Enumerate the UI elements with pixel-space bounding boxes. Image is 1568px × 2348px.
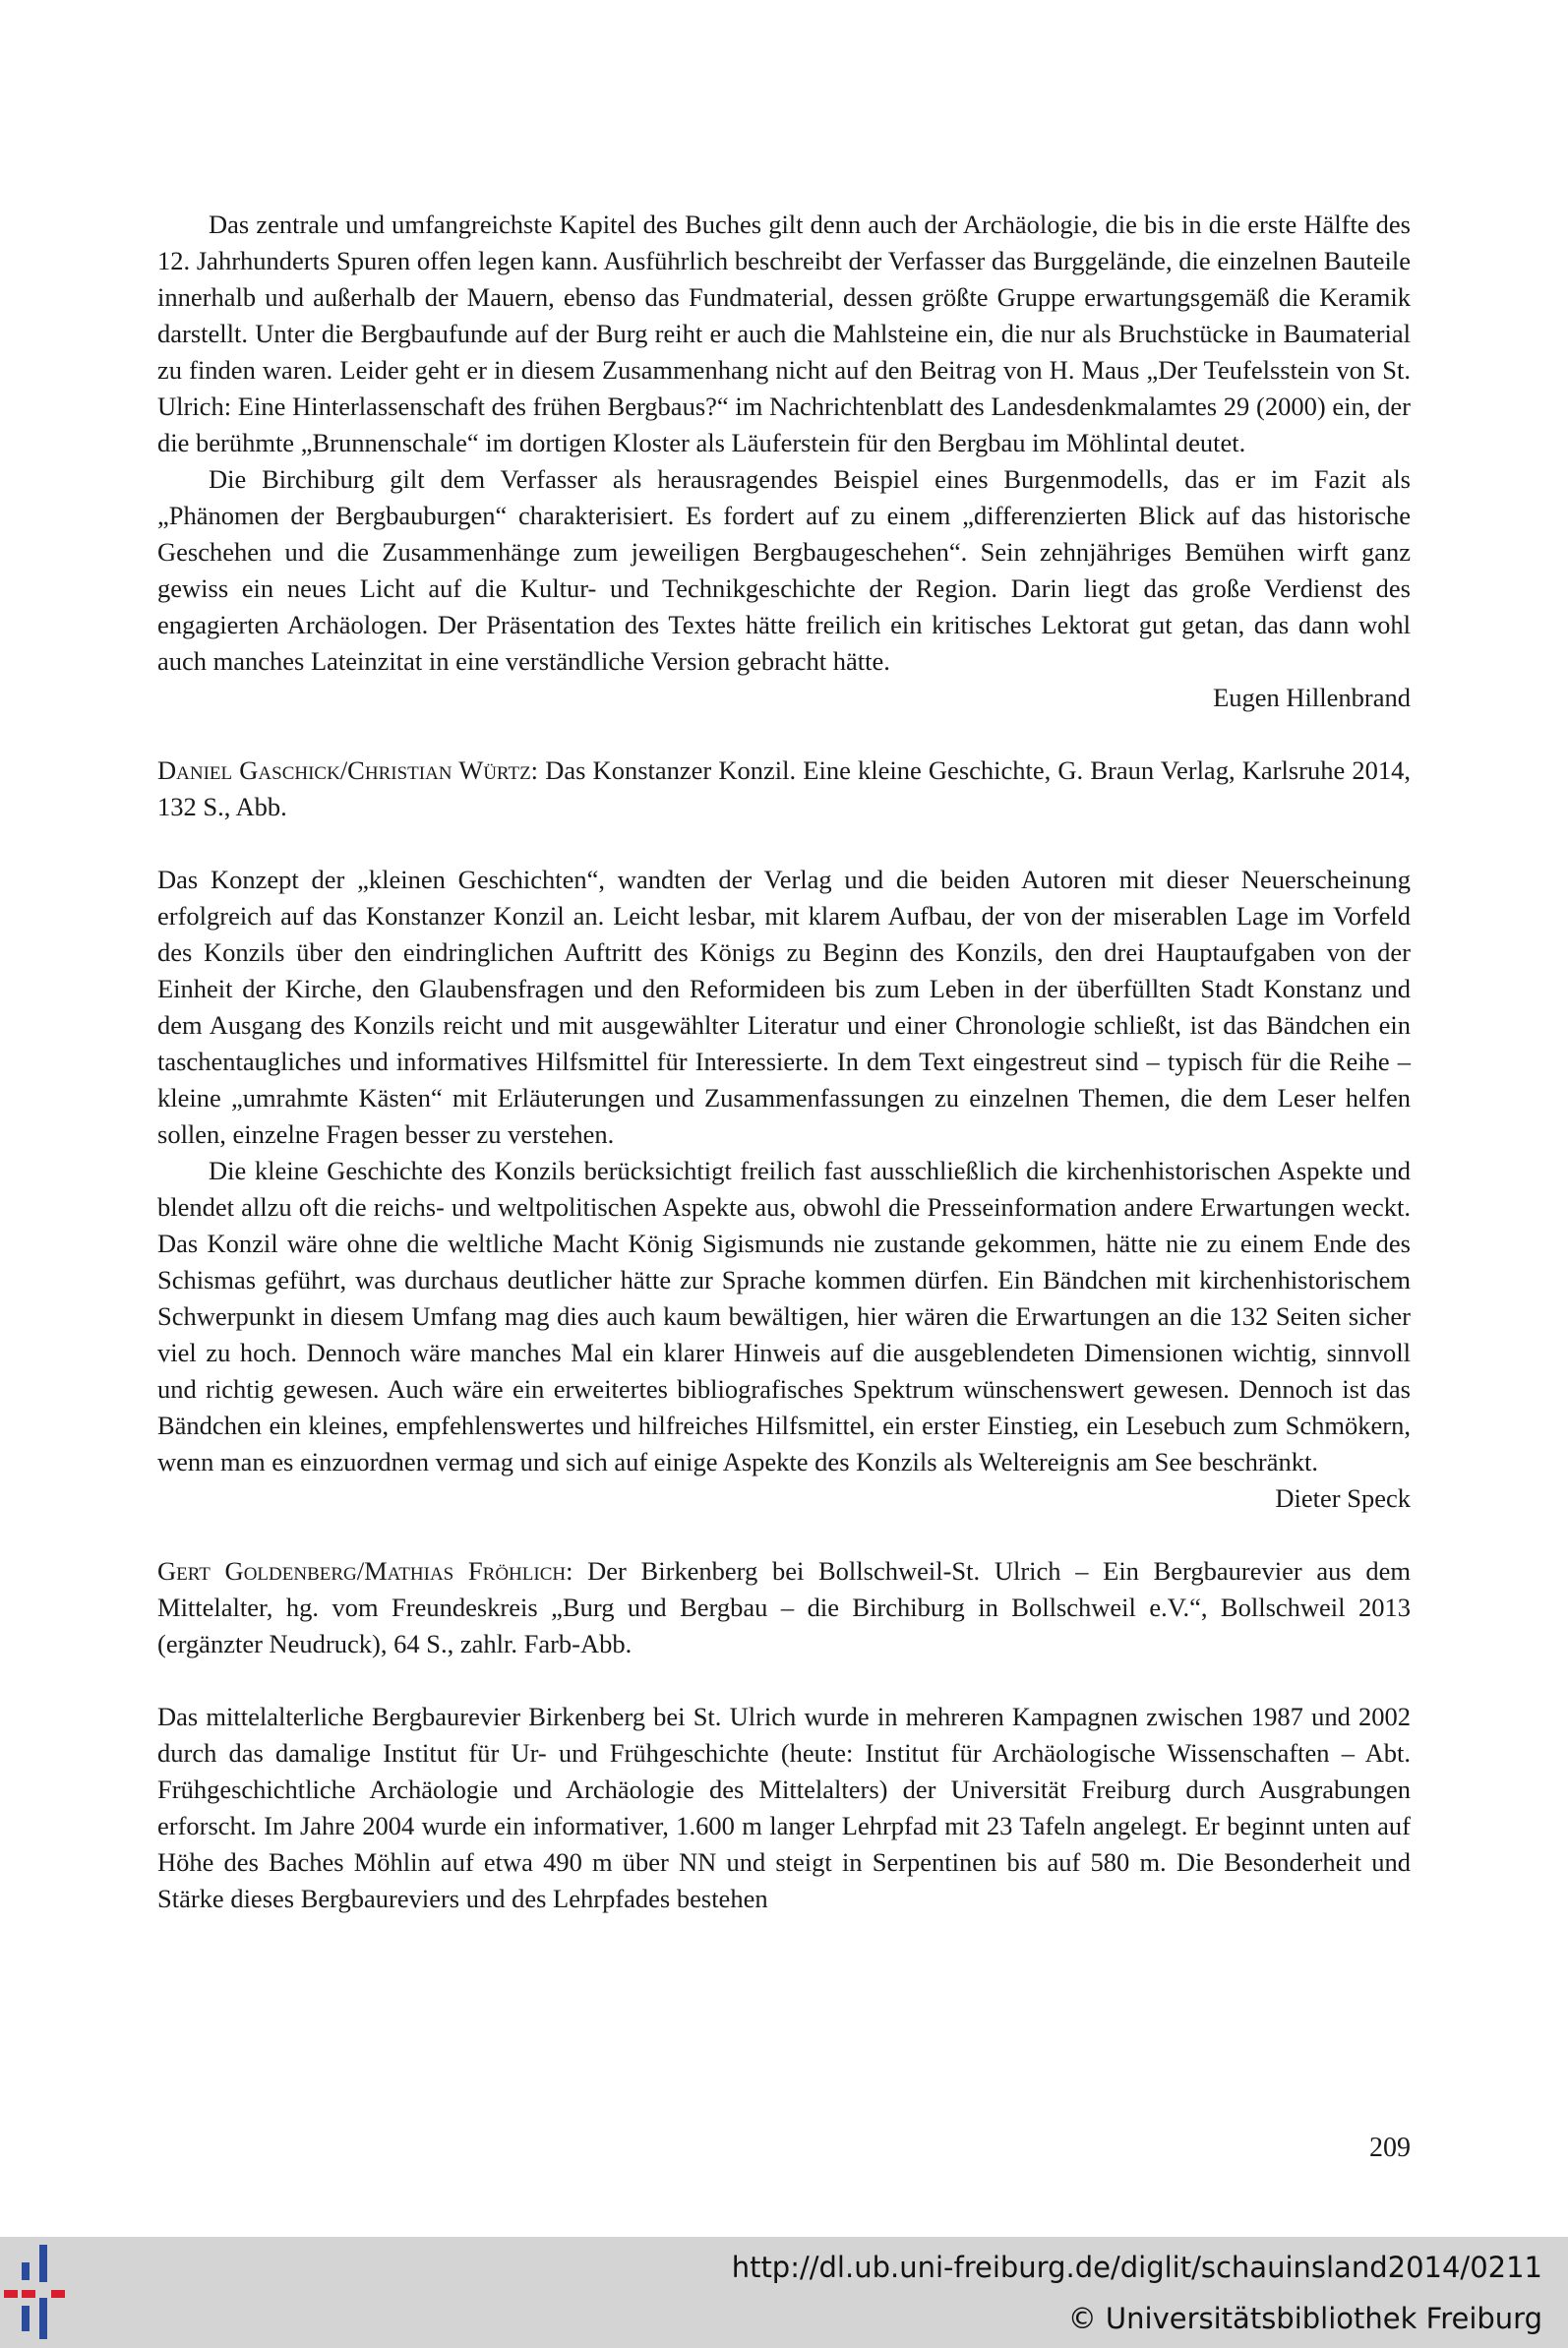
footer-bar bbox=[0, 2237, 1568, 2348]
review3-authors: Gert Goldenberg/Mathias Fröhlich bbox=[157, 1556, 567, 1586]
review2-signature: Dieter Speck bbox=[1275, 1483, 1411, 1513]
review3-heading bbox=[157, 1553, 1411, 1662]
review2-paragraph-1: Das Konzept der „kleinen Geschichten“, wandten der Verlag und die beiden Autoren mit dieser Neuerscheinung erfolgreich auf das Konstanzer Konzil an. Leicht lesbar, mit klarem Aufbau, der von der miserablen Lage im Vorfeld des Konzils über den eindringlichen Auftritt des Königs zu Beginn des Konzils, den drei Hauptaufgaben von der Einheit der Kirche, den Glaubensfragen und den Reformideen bis zum Leben in der überfüllten Stadt Konstanz und dem Ausgang des Konzils reicht und mit ausgewählter Literatur und einer Chronologie schließt, ist das Bändchen ein taschentaugliches und informatives Hilfsmittel für Interessierte. In dem Text eingestreut sind – typisch für die Reihe – kleine „umrahmte Kästen“ mit Erläuterungen und Zusammenfassungen zu einzelnen Themen, die dem Leser helfen sollen, einzelne Fragen besser zu verstehen. bbox=[157, 865, 1411, 1149]
review2-citation: : Das Konstanzer Konzil. Eine kleine Geschichte, G. Braun Verlag, Karlsruhe 2014, 132 S., Abb. bbox=[157, 755, 1411, 821]
review2-heading bbox=[157, 753, 1411, 825]
review3-citation: : Der Birkenberg bei Bollschweil-St. Ulrich – Ein Bergbaurevier aus dem Mittelalter, hg. vom Freundeskreis „Burg und Bergbau – die Birchiburg in Bollschweil e.V.“, Bollschweil 2013 (ergänzter Neudruck), 64 S., zahlr. Farb-Abb. bbox=[157, 1556, 1412, 1658]
page-number: 209 bbox=[1369, 2133, 1411, 2163]
review3-paragraph-1: Das mittelalterliche Bergbaurevier Birkenberg bei St. Ulrich wurde in mehreren Kampagnen zwischen 1987 und 2002 durch das damalige Institut für Ur- und Frühgeschichte (heute: Institut für Archäologische Wissenschaften – Abt. Frühgeschichtliche Archäologie und Archäologie des Mittelalters) der Universität Freiburg durch Ausgrabungen erforscht. Im Jahre 2004 wurde ein informativer, 1.600 m langer Lehrpfad mit 23 Tafeln angelegt. Er beginnt unten auf Höhe des Baches Möhlin auf etwa 490 m über NN und steigt in Serpentinen bis auf 580 m. Die Besonderheit und Stärke dieses Bergbaureviers und des Lehrpfades bestehen bbox=[157, 1702, 1411, 1913]
page-body bbox=[157, 207, 1411, 1917]
document-url-link[interactable]: http://dl.ub.uni-freiburg.de/diglit/schauinsland2014/0211 bbox=[731, 2251, 1542, 2284]
review1-paragraph-2: Die Birchiburg gilt dem Verfasser als herausragendes Beispiel eines Burgenmodells, das er im Fazit als „Phänomen der Bergbauburgen“ charakterisiert. Es fordert auf zu einem „differenzierten Blick auf das historische Geschehen und die Zusammenhänge zum jeweiligen Bergbaugeschehen“. Sein zehnjähriges Bemühen wirft ganz gewiss ein neues Licht auf die Kultur- und Technikgeschichte der Region. Darin liegt das große Verdienst des engagierten Archäologen. Der Präsentation des Textes hätte freilich ein kritisches Lektorat gut getan, das dann wohl auch manches Lateinzitat in eine verständliche Version gebracht hätte. bbox=[157, 464, 1411, 676]
review1-signature: Eugen Hillenbrand bbox=[1213, 683, 1411, 712]
review2-authors: Daniel Gaschick/Christian Würtz bbox=[157, 755, 531, 785]
review1-paragraph-1: Das zentrale und umfangreichste Kapitel des Buches gilt denn auch der Archäologie, die bis in die erste Hälfte des 12. Jahrhunderts Spuren offen legen kann. Ausführlich beschreibt der Verfasser das Burggelände, die einzelnen Bauteile innerhalb und außerhalb der Mauern, ebenso das Fundmaterial, dessen größte Gruppe erwartungsgemäß die Keramik darstellt. Unter die Bergbaufunde auf der Burg reiht er auch die Mahlsteine ein, die nur als Bruchstücke in Baumaterial zu finden waren. Leider geht er in diesem Zusammenhang nicht auf den Beitrag von H. Maus „Der Teufelsstein von St. Ulrich: Eine Hinterlassenschaft des frühen Bergbaus?“ im Nachrichtenblatt des Landesdenkmalamtes 29 (2000) ein, der die berühmte „Brunnenschale“ im dortigen Kloster als Läuferstein für den Bergbau im Möhlintal deutet. bbox=[157, 210, 1411, 457]
university-library-logo-icon bbox=[0, 2237, 108, 2348]
review2-paragraph-2: Die kleine Geschichte des Konzils berücksichtigt freilich fast ausschließlich die kirchenhistorischen Aspekte und blendet allzu oft die reichs- und weltpolitischen Aspekte aus, obwohl die Presseinformation andere Erwartungen weckt. Das Konzil wäre ohne die weltliche Macht König Sigismunds nie zustande gekommen, hätte nie zu einem Ende des Schismas geführt, was durchaus deutlicher hätte zur Sprache kommen dürfen. Ein Bändchen mit kirchenhistorischem Schwerpunkt in diesem Umfang mag dies auch kaum bewältigen, hier wären die Erwartungen an die 132 Seiten sicher viel zu hoch. Dennoch wäre manches Mal ein klarer Hinweis auf die ausgeblendeten Dimensionen wichtig, sinnvoll und richtig gewesen. Auch wäre ein erweitertes bibliografisches Spektrum wünschenswert gewesen. Dennoch ist das Bändchen ein kleines, empfehlenswertes und hilfreiches Hilfsmittel, ein erster Einstieg, ein Lesebuch zum Schmökern, wenn man es einzuordnen vermag und sich auf einige Aspekte des Konzils als Weltereignis am See beschränkt. bbox=[157, 1156, 1411, 1476]
copyright-notice: © Universitätsbibliothek Freiburg bbox=[1067, 2302, 1542, 2335]
